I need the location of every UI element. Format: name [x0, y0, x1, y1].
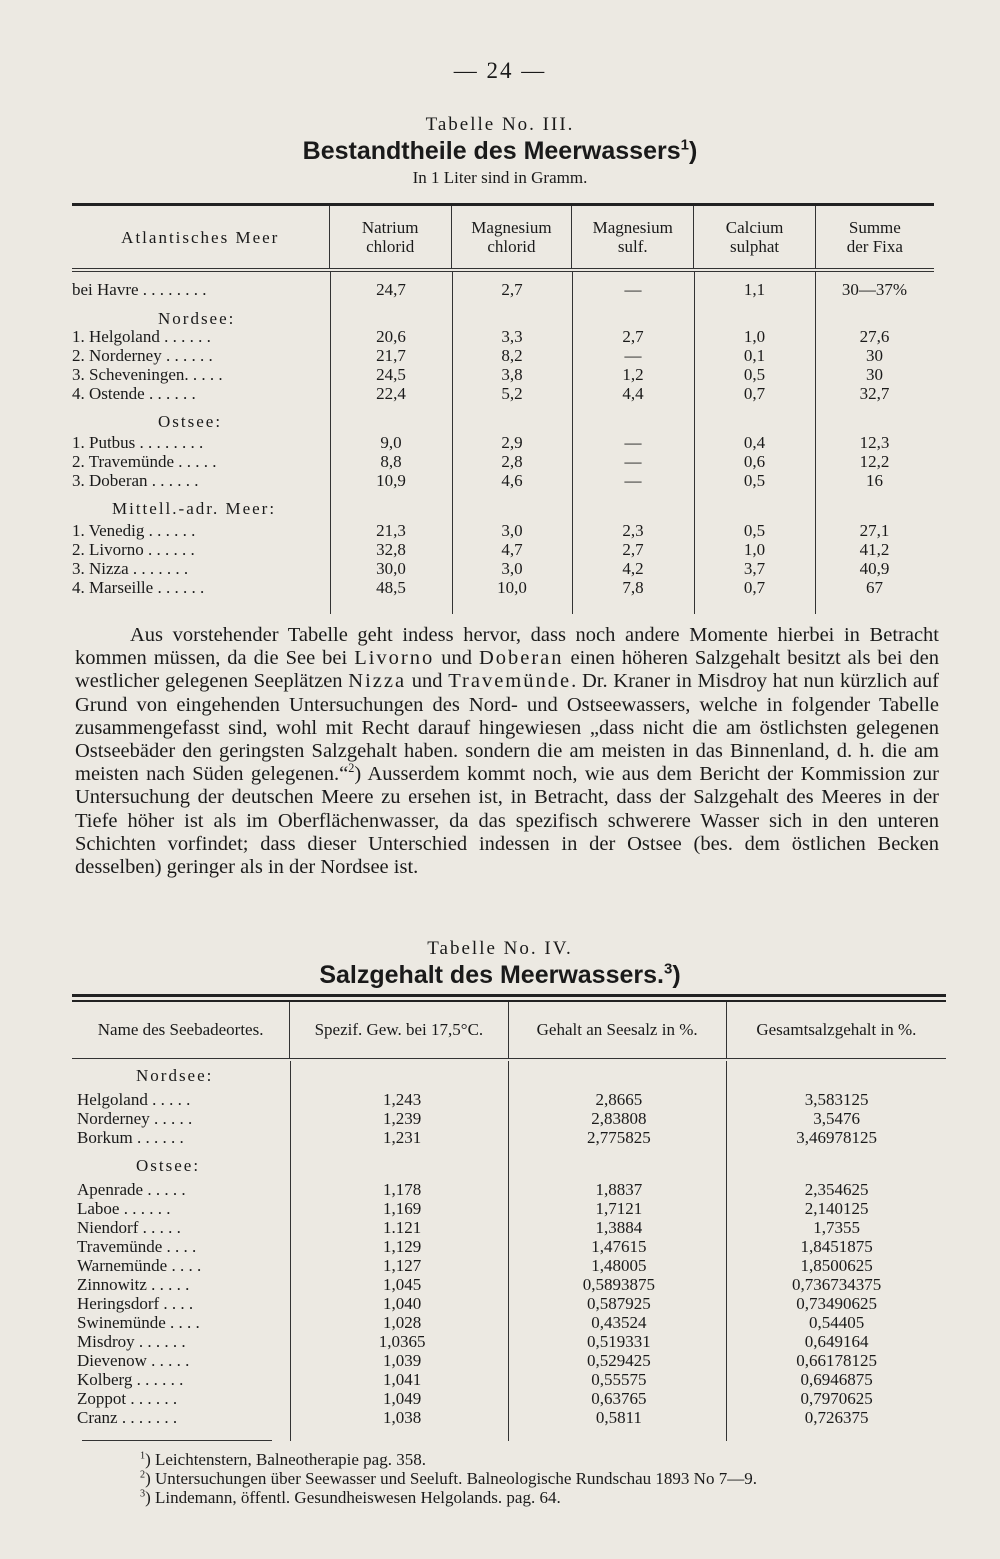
table3-cell: 1,1	[743, 280, 766, 299]
footnote-number: 2	[140, 1469, 146, 1481]
emph-travemuende: Travemünde	[448, 670, 572, 693]
table3-cell: 5,2	[501, 384, 523, 403]
table4-body	[72, 1061, 946, 1441]
table4-label: Tabelle No. IV.	[427, 938, 573, 959]
footnote	[140, 1469, 757, 1488]
table3-row-name: 1. Venedig . . . . . .	[72, 521, 196, 540]
table3-row	[72, 365, 934, 385]
table4-row	[72, 1275, 946, 1294]
table4-cell: 0,529425	[587, 1351, 651, 1370]
table3-header-cell: Summe der Fixa	[815, 206, 934, 268]
table4-cell: 0,726375	[804, 1408, 869, 1427]
table3-cell: 0,7	[743, 384, 766, 403]
table3-cell: 12,2	[859, 452, 890, 471]
table3-cell: 16	[866, 471, 883, 490]
table3-row-name: 3. Scheveningen. . . . .	[72, 365, 223, 384]
table3-label: Tabelle No. III.	[425, 114, 575, 135]
table4-row-name: Misdroy . . . . . .	[77, 1332, 186, 1351]
table3-group-label: Mittell.-adr. Meer:	[112, 499, 277, 518]
table3-row	[72, 540, 934, 560]
table4-cell: 1,028	[383, 1313, 422, 1332]
table4-row	[72, 1408, 946, 1427]
table3-cell: —	[624, 280, 642, 299]
table3-subtitle: In 1 Liter sind in Gramm.	[412, 168, 588, 187]
table4-row	[72, 1128, 946, 1147]
table3-cell: 22,4	[376, 384, 406, 403]
table3-cell: 30,0	[376, 559, 406, 578]
table3-cell: 21,7	[376, 346, 406, 365]
table3-row-name: 3. Nizza . . . . . . .	[72, 559, 189, 578]
table4-cell: 2,354625	[804, 1180, 869, 1199]
table3-cell: 27,6	[859, 327, 890, 346]
table4-cell: 2,83808	[591, 1109, 647, 1128]
table3-cell: 67	[866, 578, 883, 597]
table4-cell: 3,583125	[804, 1090, 869, 1109]
table3-cell: 2,7	[501, 280, 523, 299]
table3-cell: 27,1	[859, 521, 890, 540]
table4-cell: 0,649164	[804, 1332, 869, 1351]
table3-cell: 48,5	[376, 578, 406, 597]
table3-row	[72, 521, 934, 541]
table4-cell: 0,43524	[591, 1313, 647, 1332]
table3-header-cell: Natrium chlorid	[329, 206, 451, 268]
table3-row	[72, 559, 934, 579]
footnote-number: 3	[140, 1488, 146, 1500]
table4-cell: 1,178	[383, 1180, 422, 1199]
table4-row-name: Borkum . . . . . .	[77, 1128, 184, 1147]
table3-row-name: 3. Doberan . . . . . .	[72, 471, 199, 490]
table4-cell: 1,038	[383, 1408, 422, 1427]
table3-cell: 10,9	[376, 471, 406, 490]
table3-header-cell: Magnesium chlorid	[451, 206, 571, 268]
table4-cell: 0,66178125	[796, 1351, 877, 1370]
table4-row	[72, 1294, 946, 1313]
table3-cell: 0,1	[743, 346, 766, 365]
table4-cell: 1,0365	[378, 1332, 426, 1351]
table4-cell: 0,519331	[587, 1332, 651, 1351]
table3-cell: —	[624, 433, 642, 452]
table3-row	[72, 280, 934, 300]
table3-group-label: Ostsee:	[158, 412, 223, 431]
table4-cell: 1,049	[383, 1389, 422, 1408]
table4-header-cell: Gehalt an Seesalz in %.	[508, 1002, 726, 1058]
table4-row	[72, 1351, 946, 1370]
table4-row-name: Heringsdorf . . . .	[77, 1294, 194, 1313]
table4-cell: 0,73490625	[796, 1294, 877, 1313]
table4-row	[72, 1180, 946, 1199]
table3-cell: 21,3	[376, 521, 406, 540]
emph-livorno: Livorno	[354, 647, 435, 670]
table4-row	[72, 1237, 946, 1256]
table3-body	[72, 271, 934, 614]
table4-row-name: Dievenow . . . . .	[77, 1351, 190, 1370]
table4-cell: 1,48005	[591, 1256, 647, 1275]
table4-cell: 1,169	[383, 1199, 422, 1218]
footnote	[140, 1450, 757, 1469]
table4-cell: 1,040	[383, 1294, 422, 1313]
footnote-number: 1	[140, 1450, 146, 1462]
table4-row-name: Laboe . . . . . .	[77, 1199, 171, 1218]
table4-header	[72, 1002, 946, 1059]
table3-cell: 10,0	[497, 578, 527, 597]
table4-cell: 2,140125	[804, 1199, 869, 1218]
table4-cell: 0,5811	[595, 1408, 642, 1427]
table4-cell: 1,231	[383, 1128, 422, 1147]
table4-header-cell: Gesamtsalzgehalt in %.	[726, 1002, 946, 1058]
table3-row-name: 1. Putbus . . . . . . . .	[72, 433, 204, 452]
table3-header-cell: Atlantisches Meer	[121, 227, 280, 247]
table3-cell: 32,7	[859, 384, 890, 403]
table4-row	[72, 1218, 946, 1237]
table3-row-name: 4. Marseille . . . . . .	[72, 578, 205, 597]
table4-cell: 3,46978125	[796, 1128, 877, 1147]
footnote-text: ) Untersuchungen über Seewasser und Seeluft. Balneologische Rundschau 1893 No 7—9.	[145, 1469, 757, 1488]
table3-cell: —	[624, 471, 642, 490]
table3-cell: 0,4	[743, 433, 766, 452]
table4-title-footnote: 3	[663, 960, 673, 978]
table3-cell: 2,8	[501, 452, 523, 471]
table4-cell: 0,55575	[591, 1370, 647, 1389]
table3-cell: 4,6	[501, 471, 523, 490]
table4-cell: 1,127	[383, 1256, 422, 1275]
table4-cell: 1,47615	[591, 1237, 647, 1256]
table4-row	[72, 1370, 946, 1389]
table3-row	[72, 384, 934, 404]
table3-cell: —	[624, 346, 642, 365]
table4-title: Salzgehalt des Meerwassers.$^3$)	[319, 960, 681, 989]
footnote-rule	[82, 1440, 272, 1441]
table4-cell: 3,5476	[813, 1109, 860, 1128]
table4-cell: 0,6946875	[800, 1370, 873, 1389]
footnote	[140, 1488, 757, 1507]
table4-row	[72, 1109, 946, 1128]
table3-cell: 30	[866, 365, 883, 384]
emph-doberan: Doberan	[478, 647, 564, 670]
table3-cell: 9,0	[380, 433, 402, 452]
table3-cell: 3,8	[501, 365, 523, 384]
table4-cell: 1,243	[383, 1090, 422, 1109]
table3-title-footnote: 1	[680, 136, 689, 154]
table4-group-label: Ostsee:	[136, 1156, 201, 1175]
body-paragraph: Aus vorstehender Tabelle geht indess hervor, dass noch andere Momente hierbei in Betracht kommen müssen, da die See bei Livorno und Doberan einen höheren Salzgehalt besitzt als bei den westlicher gelegenen Seeplätzen Nizza und Travemünde. Dr. Kraner in Misdroy hat nun kürzlich auf Grund von eingehenden Untersuchungen des Nord- und Ostseewassers, welche in folgender Tabelle zusammengefasst sind, wohl mit Recht darauf hingewiesen „dass nicht die am östlichsten gelegenen Ostseebäder den geringsten Salzgehalt haben. sondern die am meisten in das Binnenland, d. h. die am meisten nach Süden gelegenen.“$^2$) Ausserdem kommt noch, wie aus dem Bericht der Kommission zur Untersuchung der deutschen Meere zu ersehen ist, in Betracht, dass der Salzgehalt des Meeres in der Tiefe höher ist als im Oberflächenwasser, da das spezifisch schwerere Wasser sich in den unteren Schichten vorfindet; dass dieser Unterschied indessen in der Ostsee (bes. dem östlichen Becken desselben) geringer als in der Nordsee ist.	[75, 624, 940, 879]
table4-row	[72, 1313, 946, 1332]
table4	[72, 994, 946, 1441]
table3-cell: 3,0	[501, 521, 523, 540]
table4-row-name: Swinemünde . . . .	[77, 1313, 200, 1332]
table4-cell: 0,736734375	[791, 1275, 882, 1294]
table3-cell: 8,2	[501, 346, 523, 365]
table4-row-name: Helgoland . . . . .	[77, 1090, 191, 1109]
table3-cell: 30	[866, 346, 883, 365]
table4-cell: 1.121	[383, 1218, 422, 1237]
footnotes	[140, 1450, 757, 1507]
table3-row-name: 1. Helgoland . . . . . .	[72, 327, 211, 346]
table3-cell: 0,7	[743, 578, 766, 597]
table3	[72, 203, 934, 614]
table4-cell: 1,129	[383, 1237, 422, 1256]
table4-header-cell: Spezif. Gew. bei 17,5°C.	[289, 1002, 507, 1058]
table3-row	[72, 452, 934, 472]
page-number: — 24 —	[453, 58, 547, 83]
table4-row-name: Zoppot . . . . . .	[77, 1389, 178, 1408]
table3-row	[72, 327, 934, 347]
table4-cell: 1,7121	[595, 1199, 643, 1218]
table3-header-cell: Calcium sulphat	[693, 206, 814, 268]
table3-cell: —	[624, 452, 642, 471]
table4-cell: 0,54405	[808, 1313, 865, 1332]
table4-header-cell: Name des Seebadeortes.	[97, 1020, 264, 1039]
footnote-text: ) Lindemann, öffentl. Gesundheiswesen Helgolands. pag. 64.	[145, 1488, 561, 1507]
table3-cell: 0,6	[743, 452, 766, 471]
table3-cell: 0,5	[743, 365, 766, 384]
table4-row	[72, 1389, 946, 1408]
table4-row-name: Zinnowitz . . . . .	[77, 1275, 190, 1294]
footnote-ref-2: 2	[348, 761, 355, 776]
table4-row	[72, 1090, 946, 1109]
table3-row-name: 2. Norderney . . . . . .	[72, 346, 213, 365]
table3-cell: 2,9	[501, 433, 523, 452]
table3-cell: 4,7	[501, 540, 523, 559]
table3-cell: 1,0	[743, 540, 766, 559]
table4-cell: 1,8451875	[800, 1237, 873, 1256]
table3-row-name: 4. Ostende . . . . . .	[72, 384, 196, 403]
table3-header-cell: Magnesium sulf.	[571, 206, 693, 268]
table3-row-name: bei Havre . . . . . . . .	[72, 280, 207, 299]
table3-row	[72, 346, 934, 366]
table4-row-name: Cranz . . . . . . .	[77, 1408, 178, 1427]
table4-row-name: Norderney . . . . .	[77, 1109, 193, 1128]
emph-nizza: Nizza	[348, 670, 407, 693]
table4-cell: 1,041	[383, 1370, 422, 1389]
table3-cell: 7,8	[622, 578, 644, 597]
table3-cell: 20,6	[376, 327, 406, 346]
table4-cell: 0,587925	[587, 1294, 651, 1313]
table3-group-label: Nordsee:	[158, 309, 236, 328]
table3-cell: 1,2	[622, 365, 644, 384]
table3-row	[72, 433, 934, 453]
table3-cell: 24,7	[376, 280, 406, 299]
table3-cell: 8,8	[380, 452, 402, 471]
table4-row-name: Niendorf . . . . .	[77, 1218, 181, 1237]
table3-cell: 12,3	[859, 433, 890, 452]
table4-row	[72, 1256, 946, 1275]
table4-cell: 1,239	[383, 1109, 422, 1128]
table3-row-name: 2. Livorno . . . . . .	[72, 540, 195, 559]
table4-row	[72, 1332, 946, 1351]
table4-cell: 1,3884	[595, 1218, 643, 1237]
table4-cell: 0,63765	[591, 1389, 647, 1408]
table4-cell: 0,7970625	[800, 1389, 873, 1408]
table4-row-name: Apenrade . . . . .	[77, 1180, 186, 1199]
table3-cell: 2,3	[622, 521, 644, 540]
table3-row-name: 2. Travemünde . . . . .	[72, 452, 217, 471]
table3-cell: 32,8	[376, 540, 406, 559]
table3-cell: 3,3	[501, 327, 523, 346]
table4-cell: 0,5893875	[582, 1275, 655, 1294]
table3-cell: 0,5	[743, 521, 766, 540]
table4-cell: 1,8837	[595, 1180, 643, 1199]
table4-row-name: Kolberg . . . . . .	[77, 1370, 184, 1389]
table4-cell: 2,8665	[595, 1090, 643, 1109]
table3-cell: 2,7	[622, 327, 644, 346]
table3-row	[72, 471, 934, 491]
table3-row	[72, 578, 934, 598]
table4-group-label: Nordsee:	[136, 1066, 214, 1085]
table4-row	[72, 1199, 946, 1218]
table3-cell: 24,5	[376, 365, 406, 384]
table4-cell: 1,045	[383, 1275, 422, 1294]
table3-cell: 30—37%	[841, 280, 908, 299]
table4-cell: 2,775825	[587, 1128, 651, 1147]
table4-row-name: Travemünde . . . .	[77, 1237, 197, 1256]
table4-row-name: Warnemünde . . . .	[77, 1256, 202, 1275]
table3-cell: 41,2	[859, 540, 890, 559]
table4-cell: 1,8500625	[800, 1256, 873, 1275]
table3-cell: 0,5	[743, 471, 766, 490]
table3-header	[72, 206, 934, 269]
footnote-text: ) Leichtenstern, Balneotherapie pag. 358.	[145, 1450, 426, 1469]
table4-cell: 1,7355	[813, 1218, 860, 1237]
table4-cell: 1,039	[383, 1351, 422, 1370]
table3-cell: 4,4	[622, 384, 644, 403]
table3-title: Bestandtheile des Meerwassers$^1$)	[302, 136, 698, 165]
table3-cell: 2,7	[622, 540, 644, 559]
table3-cell: 40,9	[859, 559, 890, 578]
table3-cell: 1,0	[743, 327, 766, 346]
table3-cell: 3,7	[743, 559, 766, 578]
table3-cell: 4,2	[622, 559, 644, 578]
table3-cell: 3,0	[501, 559, 523, 578]
